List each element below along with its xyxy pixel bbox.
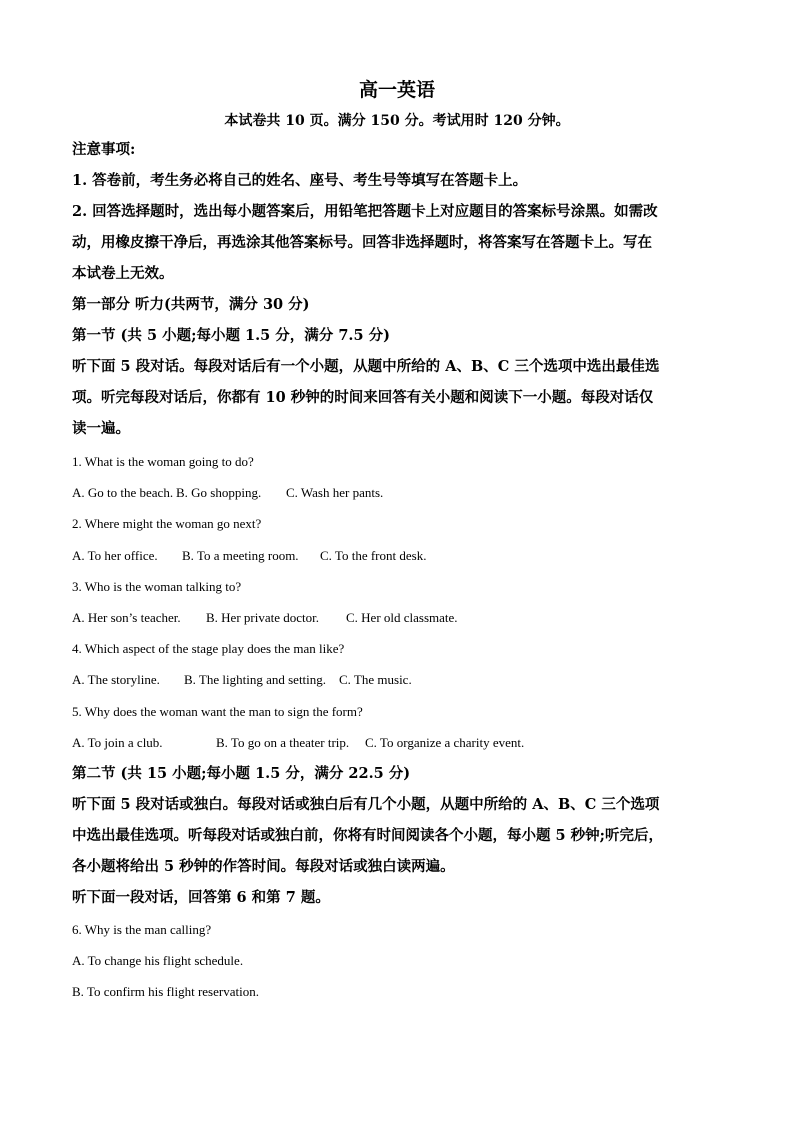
question-5-option-b: B. To go on a theater trip. xyxy=(216,735,350,750)
question-2-option-b: B. To a meeting room. xyxy=(182,548,299,563)
question-2-option-c: C. To the front desk. xyxy=(320,548,427,563)
question-1-option-a: A. Go to the beach. xyxy=(72,485,174,500)
part1-heading: 第一部分 听力(共两节，满分 30 分) xyxy=(72,296,310,313)
question-3-options xyxy=(72,611,458,624)
question-6-option-a: A. To change his flight schedule. xyxy=(72,953,244,968)
exam-subtitle: 本试卷共 10 页。满分 150 分。考试用时 120 分钟。 xyxy=(224,113,570,129)
section2-instructions-line-1: 听下面 5 段对话或独白。每段对话或独白后有几个小题，从题中所给的 A、B、C 三个选项 xyxy=(72,796,660,813)
section1-instructions-line-1: 听下面 5 段对话。每段对话后有一个小题，从题中所给的 A、B、C 三个选项中选出最佳选 xyxy=(72,358,660,375)
notes-item-2-line-3: 本试卷上无效。 xyxy=(72,265,174,282)
question-3-option-c: C. Her old classmate. xyxy=(346,610,458,625)
notes-item-1: 1. 答卷前，考生务必将自己的姓名、座号、考生号等填写在答题卡上。 xyxy=(72,172,528,189)
question-5-option-a: A. To join a club. xyxy=(72,735,163,750)
section2-heading: 第二节 (共 15 小题;每小题 1.5 分，满分 22.5 分) xyxy=(72,765,411,782)
question-1: 1. What is the woman going to do? xyxy=(72,454,254,469)
dialog-intro: 听下面一段对话，回答第 6 和第 7 题。 xyxy=(72,889,330,906)
question-6-option-b: B. To confirm his flight reservation. xyxy=(72,984,259,999)
question-2-options xyxy=(72,549,426,562)
question-1-option-c: C. Wash her pants. xyxy=(286,485,384,500)
notes-item-2-line-2: 动，用橡皮擦干净后，再选涂其他答案标号。回答非选择题时，将答案写在答题卡上。写在 xyxy=(72,234,652,251)
question-2-option-a: A. To her office. xyxy=(72,548,158,563)
question-5: 5. Why does the woman want the man to sign the form? xyxy=(72,704,363,719)
notes-heading: 注意事项: xyxy=(72,141,136,158)
question-2: 2. Where might the woman go next? xyxy=(72,516,262,531)
question-4: 4. Which aspect of the stage play does the man like? xyxy=(72,641,345,656)
section1-instructions-line-2: 项。听完每段对话后，你都有 10 秒钟的时间来回答有关小题和阅读下一小题。每段对话仅 xyxy=(72,389,654,406)
section1-heading: 第一节 (共 5 小题;每小题 1.5 分，满分 7.5 分) xyxy=(72,327,390,344)
question-3-option-a: A. Her son’s teacher. xyxy=(72,610,181,625)
section1-instructions-line-3: 读一遍。 xyxy=(72,420,130,437)
question-6: 6. Why is the man calling? xyxy=(72,922,212,937)
question-1-option-b: B. Go shopping. xyxy=(176,485,262,500)
question-4-option-b: B. The lighting and setting. xyxy=(184,672,327,687)
question-5-options xyxy=(72,736,524,749)
question-5-option-c: C. To organize a charity event. xyxy=(365,735,525,750)
notes-item-2-line-1: 2. 回答选择题时，选出每小题答案后，用铅笔把答题卡上对应题目的答案标号涂黑。如需改 xyxy=(72,203,658,220)
question-4-option-c: C. The music. xyxy=(339,672,412,687)
question-3: 3. Who is the woman talking to? xyxy=(72,579,242,594)
question-4-options xyxy=(72,673,412,686)
section2-instructions-line-3: 各小题将给出 5 秒钟的作答时间。每段对话或独白读两遍。 xyxy=(72,858,455,875)
section2-instructions-line-2: 中选出最佳选项。听每段对话或独白前，你将有时间阅读各个小题，每小题 5 秒钟;听完后， xyxy=(72,827,664,844)
page-title: 高一英语 xyxy=(358,79,435,101)
question-1-options xyxy=(72,486,383,499)
question-3-option-b: B. Her private doctor. xyxy=(206,610,319,625)
question-4-option-a: A. The storyline. xyxy=(72,672,160,687)
